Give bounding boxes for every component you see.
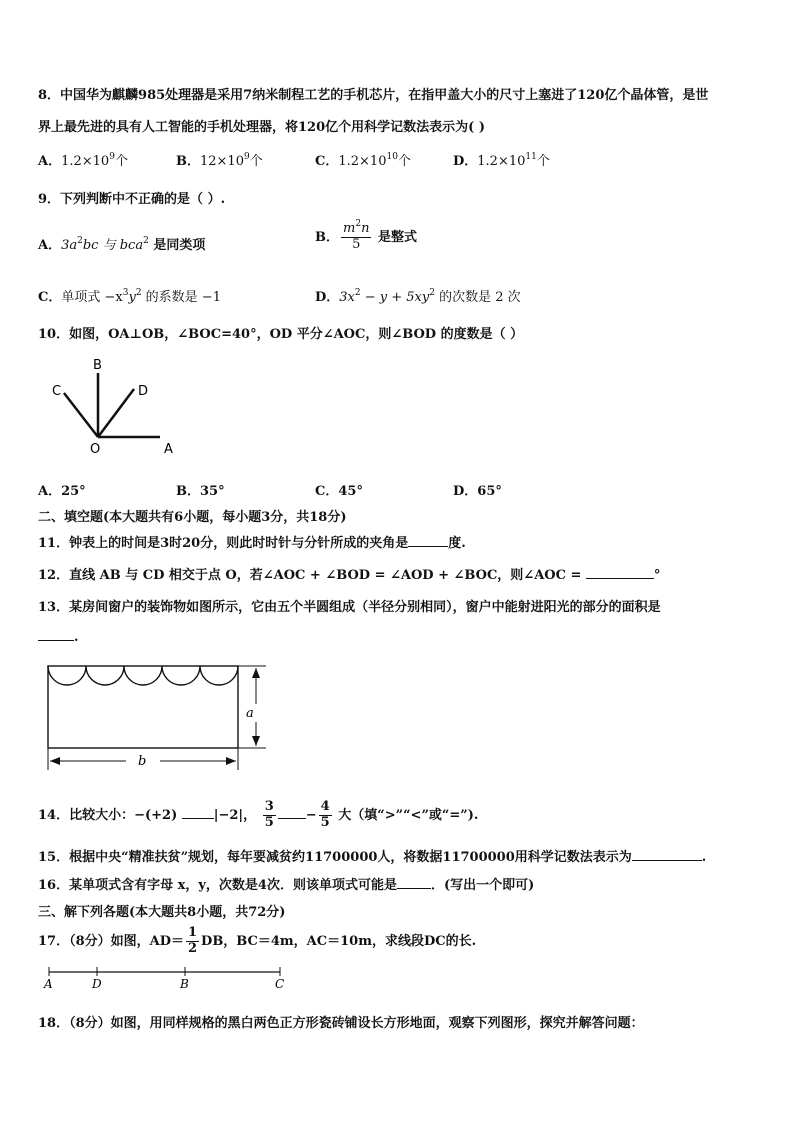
q13-line1: 13．某房间窗户的装饰物如图所示，它由五个半圆组成（半径分别相同），窗户中能射进阳光的部分的面积是 xyxy=(38,600,661,615)
section-3-heading: 三、解下列各题(本大题共8小题，共72分) xyxy=(38,905,286,920)
point-a: A xyxy=(44,977,53,991)
q8-line2: 界上最先进的具有人工智能的手机处理器，将120亿个用科学记数法表示为( ) xyxy=(38,120,485,135)
q10-option-b: B．35° xyxy=(176,484,225,499)
q10-option-d: D．65° xyxy=(453,484,502,499)
q15: 15．根据中央“精准扶贫”规划，每年要减贫约11700000人，将数据11700000用科学记数法表示为 . xyxy=(38,850,707,865)
q16: 16．某单项式含有字母 x，y，次数是4次．则该单项式可能是 ．(写出一个即可) xyxy=(38,878,535,893)
q10-stem: 10．如图，OA⊥OB，∠BOC=40°，OD 平分∠AOC，则∠BOD 的度数是（ ） xyxy=(38,327,524,342)
q13-line2: . xyxy=(38,630,79,645)
q11: 11．钟表上的时间是3时20分，则此时时针与分针所成的夹角是 度. xyxy=(38,536,466,551)
q9-stem: 9．下列判断中不正确的是（ ）. xyxy=(38,192,226,207)
label-a: A xyxy=(164,442,173,457)
point-b: B xyxy=(180,977,189,991)
label-c: C xyxy=(52,384,62,399)
q18: 18．（8分）如图，用同样规格的黑白两色正方形瓷砖铺设长方形地面，观察下列图形，探究并解答问题： xyxy=(38,1016,644,1031)
q9-option-c: C．单项式 $-x^3y^2$ 的系数是 −1 xyxy=(38,288,221,305)
section-2-heading: 二、填空题(本大题共有6小题，每小题3分，共18分) xyxy=(38,510,347,525)
label-d: D xyxy=(138,384,149,399)
q12: 12．直线 AB 与 CD 相交于点 O，若∠AOC + ∠BOD = ∠AOD + ∠BOC，则∠AOC = ° xyxy=(38,568,661,583)
point-d: D xyxy=(92,977,102,991)
q10-option-c: C．45° xyxy=(315,484,363,499)
q9-option-b: B． $\frac{m^2n}{5}$ 是整式 xyxy=(315,219,417,252)
q8-option-d: D．$1.2\times 10^{11}$个 xyxy=(453,152,550,169)
q10-option-a: A．25° xyxy=(38,484,86,499)
q9-option-a: A．$3a^2bc$ 与 bca$^2$ 是同类项 xyxy=(38,236,206,253)
q8-line1: 8．中国华为麒麟985处理器是采用7纳米制程工艺的手机芯片，在指甲盖大小的尺寸上塞进了120亿个晶体管，是世 xyxy=(38,88,709,103)
label-a: a xyxy=(246,706,254,721)
point-c: C xyxy=(275,977,285,991)
q8-option-b: B．$12\times 10^9$个 xyxy=(176,152,263,169)
q17-segment-figure xyxy=(40,964,290,994)
q13-window-figure xyxy=(40,660,280,775)
q8-option-a: A．$1.2\times 10^9$个 xyxy=(38,152,128,169)
q10-angle-figure xyxy=(46,355,186,460)
q9-option-d: D．$3x^2 - y + 5xy^2$ 的次数是 2 次 xyxy=(315,288,521,305)
label-o: O xyxy=(90,442,101,457)
label-b: B xyxy=(93,358,102,373)
q17: 17．（8分）如图，AD＝ $\frac{1}{2}$ DB，BC＝4m，AC＝10m，求线段DC的长. xyxy=(38,925,477,956)
q8-option-c: C．$1.2\times 10^{10}$个 xyxy=(315,152,411,169)
q14: 14．比较大小：−(+2) |−2|， $\frac{3}{5}$ − $\frac{4}{5}$ 大（填“>”“<”或“=”). xyxy=(38,799,479,830)
label-b: b xyxy=(138,754,147,769)
